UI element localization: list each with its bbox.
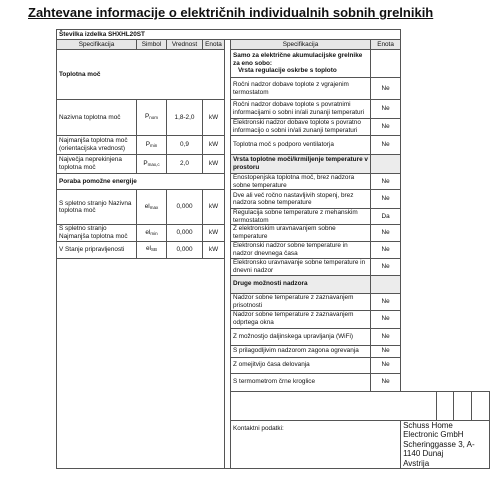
spec-table (56, 29, 490, 469)
spec-value: 0,000 (167, 241, 203, 258)
spec-label: Ročni nadzor dobave toplote s povratnimi informacijami o sobni in/ali zunanji temperaturi (231, 100, 371, 119)
contact-line1: Schuss Home Electronic GmbH (403, 420, 464, 440)
empty-area (57, 258, 225, 469)
symbol-subscript: min (150, 230, 158, 236)
symbol-main: el (146, 245, 151, 253)
table-row (57, 30, 490, 40)
left-header-cell: Simbol (137, 40, 167, 50)
spec-label: Elektronsko uravnavanje sobne temperature in dnevni nadzor (231, 258, 371, 275)
section-heading-charge: Vrsta regulacije oskrbe s toploto (238, 67, 337, 75)
spec-value: Ne (371, 78, 401, 100)
contact-label: Kontaktni podatki: (231, 420, 401, 469)
spec-value: Ne (371, 328, 401, 345)
section-heading-heat: Toplotna moč (57, 50, 225, 100)
symbol-main: P (145, 140, 150, 148)
section-heading-aux: Poraba pomožne energije (57, 174, 225, 190)
section-unit-cell (371, 155, 401, 174)
left-header-cell: Vrednost (167, 40, 203, 50)
symbol-subscript: SB (150, 247, 157, 253)
spec-value: Ne (371, 174, 401, 190)
symbol-subscript: nom (149, 115, 159, 121)
spec-unit: kW (203, 241, 225, 258)
symbol-subscript: max (149, 204, 159, 210)
contact-line2: Scheringgasse 3, A-1140 Dunaj (403, 439, 475, 459)
section-unit-cell (371, 50, 401, 78)
empty-cell (436, 391, 454, 420)
spec-unit: kW (203, 155, 225, 174)
table-row (57, 40, 490, 50)
spec-label: Elektronski nadzor dobave toplote s povratno informacijo o sobni in/ali zunanji temperaturi (231, 119, 371, 136)
table-row (57, 136, 490, 155)
table-row (57, 100, 490, 119)
symbol-subscript: min (150, 142, 158, 148)
spec-value: Ne (371, 373, 401, 391)
spec-label: S spletno stranjo Nazivna toplotna moč (57, 190, 137, 225)
spec-label: V Stanje pripravljenosti (57, 241, 137, 258)
empty-area (231, 391, 437, 420)
model-number: Številka izdelka SHXHL20ST (57, 30, 401, 40)
section-heading-other: Druge možnosti nadzora (231, 275, 371, 293)
spec-value: 1,8-2,0 (167, 100, 203, 136)
spec-label: Nadzor sobne temperature z zaznavanjem prisotnosti (231, 293, 371, 310)
spec-label: Najmanjša toplotna moč (orientacijska vrednost) (57, 136, 137, 155)
spec-label: Dve ali več ročno nastavljivih stopenj, brez nadzora sobne temperature (231, 190, 371, 209)
spec-value: Ne (371, 310, 401, 328)
spec-value: 2,0 (167, 155, 203, 174)
spec-value: Ne (371, 190, 401, 209)
spec-label: Največja neprekinjena toplotna moč (57, 155, 137, 174)
symbol-cell (137, 225, 167, 241)
spec-label: Regulacija sobne temperature z mehanskim termostatom (231, 209, 371, 225)
spec-value: Ne (371, 241, 401, 258)
contact-line3: Avstrija (403, 458, 430, 468)
right-header-cell: Enota (371, 40, 401, 50)
table-row (57, 225, 490, 241)
spec-unit: kW (203, 225, 225, 241)
spec-value: Ne (371, 258, 401, 275)
intro-line: Samo za električne akumulacijske grelnike za eno sobo: (233, 52, 363, 67)
page-title: Zahtevane informacije o električnih individualnih sobnih grelnikih (28, 5, 434, 20)
empty-cell (454, 391, 472, 420)
symbol-cell (137, 241, 167, 258)
empty-cell (472, 391, 490, 420)
symbol-cell (137, 100, 167, 136)
symbol-main: P (144, 113, 150, 121)
table-row (57, 241, 490, 258)
spec-value: Ne (371, 357, 401, 373)
spec-value: Ne (371, 100, 401, 119)
spec-label: Nazivna toplotna moč (57, 100, 137, 136)
spec-value: Ne (371, 293, 401, 310)
section-heading-output: Vrsta toplotne moči/krmiljenje temperature v prostoru (231, 155, 371, 174)
spec-label: Elektronski nadzor sobne temperature in nadzor dnevnega časa (231, 241, 371, 258)
spec-value: Da (371, 209, 401, 225)
section-unit-cell (371, 275, 401, 293)
symbol-main: el (144, 202, 150, 210)
table-row (57, 190, 490, 209)
contact-details (401, 420, 490, 469)
intro-text (231, 50, 371, 78)
symbol-main: P (143, 159, 148, 167)
symbol-cell (137, 155, 167, 174)
spec-unit: kW (203, 190, 225, 225)
spec-unit: kW (203, 136, 225, 155)
spec-value: 0,000 (167, 190, 203, 225)
table-row (57, 155, 490, 174)
spec-value: 0,000 (167, 225, 203, 241)
symbol-subscript: max,c (147, 161, 160, 167)
spec-value: Ne (371, 136, 401, 155)
table-row (57, 174, 490, 190)
spec-label: S spletno stranjo Najmanjša toplotna moč (57, 225, 137, 241)
spec-label: Enostopenjska toplotna moč, brez nadzora sobne temperature (231, 174, 371, 190)
spec-label: Ročni nadzor dobave toplote z vgrajenim termostatom (231, 78, 371, 100)
spec-value: Ne (371, 345, 401, 357)
symbol-cell (137, 190, 167, 225)
left-header-cell: Specifikacija (57, 40, 137, 50)
spec-value: 0,9 (167, 136, 203, 155)
spec-label: S prilagodljivim nadzorom zagona ogrevanja (231, 345, 371, 357)
table-row (57, 50, 490, 78)
right-header-cell: Specifikacija (231, 40, 371, 50)
symbol-cell (137, 136, 167, 155)
symbol-main: el (145, 228, 151, 236)
spec-unit: kW (203, 100, 225, 136)
left-header-cell: Enota (203, 40, 225, 50)
spec-value: Ne (371, 225, 401, 241)
spec-label: Toplotna moč s podporo ventilatorja (231, 136, 371, 155)
spec-value: Ne (371, 119, 401, 136)
spec-label: Nadzor sobne temperature z zaznavanjem odprtega okna (231, 310, 371, 328)
spec-label: Z možnostjo daljinskega upravljanja (WiFi) (231, 328, 371, 345)
table-row (57, 258, 490, 275)
spec-label: Z elektronskim uravnavanjem sobne temperature (231, 225, 371, 241)
spec-label: S termometrom črne kroglice (231, 373, 371, 391)
spec-label: Z omejitvijo časa delovanja (231, 357, 371, 373)
